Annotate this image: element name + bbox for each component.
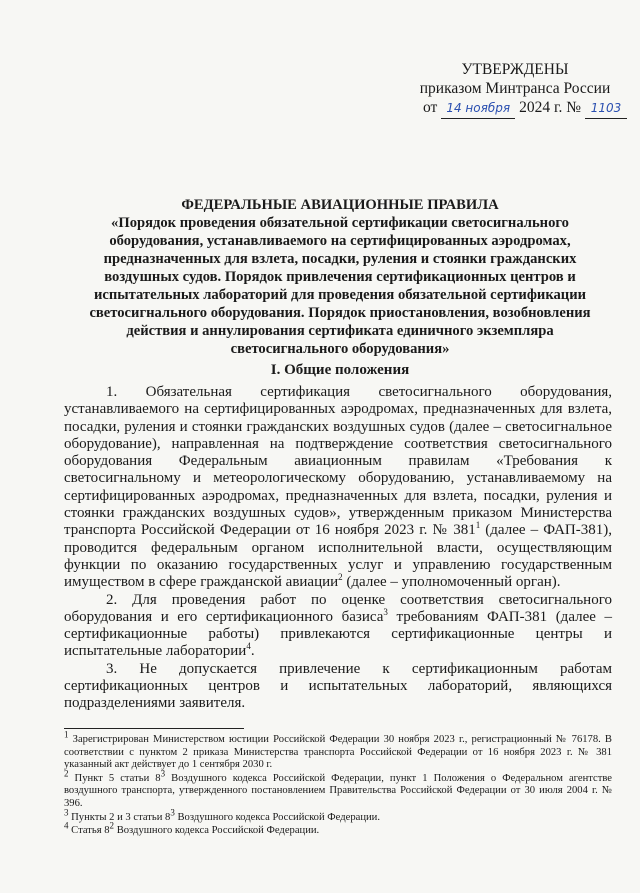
p2-text-b: требованиям ФАП-381 (далее – сертификационные работы) привлекаются сертификационные центры и испытательные лаборатории xyxy=(64,608,612,660)
footnote-4 xyxy=(64,820,612,838)
footnote-ref-4: 4 xyxy=(246,641,251,652)
footnote-3-number: 3 xyxy=(64,807,69,818)
approval-year: 2024 г. № xyxy=(519,99,582,116)
footnote-3 xyxy=(64,807,612,825)
approval-title: УТВЕРЖДЕНЫ xyxy=(461,61,569,78)
document-title xyxy=(70,196,610,358)
footnote-4-number: 4 xyxy=(64,820,69,831)
handwritten-order-number: 1103 xyxy=(585,99,627,119)
p2-text-a: 2. Для проведения работ по оценке соответствия светосигнального оборудования и его сертификационного базиса xyxy=(64,591,612,625)
approval-ot: от xyxy=(423,99,438,116)
footnote-1-number: 1 xyxy=(64,729,69,740)
paragraph-1 xyxy=(64,384,612,592)
footnote-3-text-a: Пункты 2 и 3 статьи 8 xyxy=(68,811,171,823)
approval-date-line xyxy=(405,98,625,119)
p1-text-b: (далее – ФАП-381), проводится федеральным органом исполнительной власти, осуществляющим функции по оказанию государственных услуг и управлению государственным имуществом в сфере гражданской авиации xyxy=(64,522,612,591)
footnote-ref-3: 3 xyxy=(383,606,388,617)
approval-stamp xyxy=(405,60,625,119)
footnote-divider xyxy=(64,728,244,729)
footnote-3-text-b: Воздушного кодекса Российской Федерации. xyxy=(174,811,380,823)
footnote-2-text-a: Пункт 5 статьи 8 xyxy=(68,772,161,784)
footnote-3-sup: 3 xyxy=(170,807,175,818)
title-line-2: «Порядок проведения обязательной сертификации светосигнального оборудования, устанавливаемого на сертифицированных аэродромах, предназначенных для взлета, посадки, руления и стоянки гражданских воздушных судов. Порядок привлечения сертификационных центров и испытательных лабораторий для проведения обязательной сертификации светосигнального оборудования. Порядок приостановления, возобновления действия и аннулирования сертификата единичного экземпляра светосигнального оборудования» xyxy=(89,215,591,357)
paragraph-2 xyxy=(64,592,612,661)
footnote-4-sup: 2 xyxy=(109,820,115,831)
footnote-4-text-a: Статья 8 xyxy=(68,825,110,837)
footnotes xyxy=(64,729,612,839)
footnote-4-text-b: Воздушного кодекса Российской Федерации. xyxy=(114,825,320,837)
title-line-1: ФЕДЕРАЛЬНЫЕ АВИАЦИОННЫЕ ПРАВИЛА xyxy=(181,197,499,213)
p2-text-c: . xyxy=(250,643,255,660)
handwritten-date: 14 ноября xyxy=(441,99,515,119)
paragraph-3: 3. Не допускается привлечение к сертификационным работам сертификационных центров и испытательных лабораторий, являющихся подразделениями заявителя. xyxy=(64,660,612,712)
footnote-ref-2: 2 xyxy=(338,572,343,583)
footnote-1 xyxy=(64,729,612,772)
p1-text-c: (далее – уполномоченный орган). xyxy=(342,574,561,591)
section-heading: I. Общие положения xyxy=(270,362,410,378)
p1-text-a: 1. Обязательная сертификация светосигнального оборудования, устанавливаемого на сертифицированных аэродромах, предназначенных для взлета, посадки, руления и стоянки гражданских воздушных судов (далее – светосигнальное оборудование), направленная на подтверждение соответствия светосигнального оборудования Федеральным авиационным правилам «Требования к светосигнальному и метеорологическому оборудованию, устанавливаемому на сертифицированных аэродромах, предназначенных для взлета, посадки, руления и стоянки гражданских воздушных судов», утвержденным приказом Министерства транспорта Российской Федерации от 16 ноября 2023 г. № 381 xyxy=(64,384,612,539)
footnote-2 xyxy=(64,768,612,811)
footnote-2-number: 2 xyxy=(64,768,69,779)
footnote-ref-1: 1 xyxy=(475,520,481,531)
footnote-2-sup: 3 xyxy=(160,768,166,779)
body-text xyxy=(64,384,612,713)
footnote-1-text: Зарегистрирован Министерством юстиции Российской Федерации 30 ноября 2023 г., регистрационный № 76178. В соответствии с пунктом 2 приказа Министерства транспорта Российской Федерации от 16 ноября 2023 г. № 381 указанный акт действует до 1 сентября 2030 г. xyxy=(64,734,612,771)
footnote-2-text-b: Воздушного кодекса Российской Федерации, пункт 1 Положения о Федеральном агентстве воздушного транспорта, утвержденного постановлением Правительства Российской Федерации от 30 июля 2004 г. № 396. xyxy=(64,772,612,809)
approval-authority: приказом Минтранса России xyxy=(419,80,611,97)
